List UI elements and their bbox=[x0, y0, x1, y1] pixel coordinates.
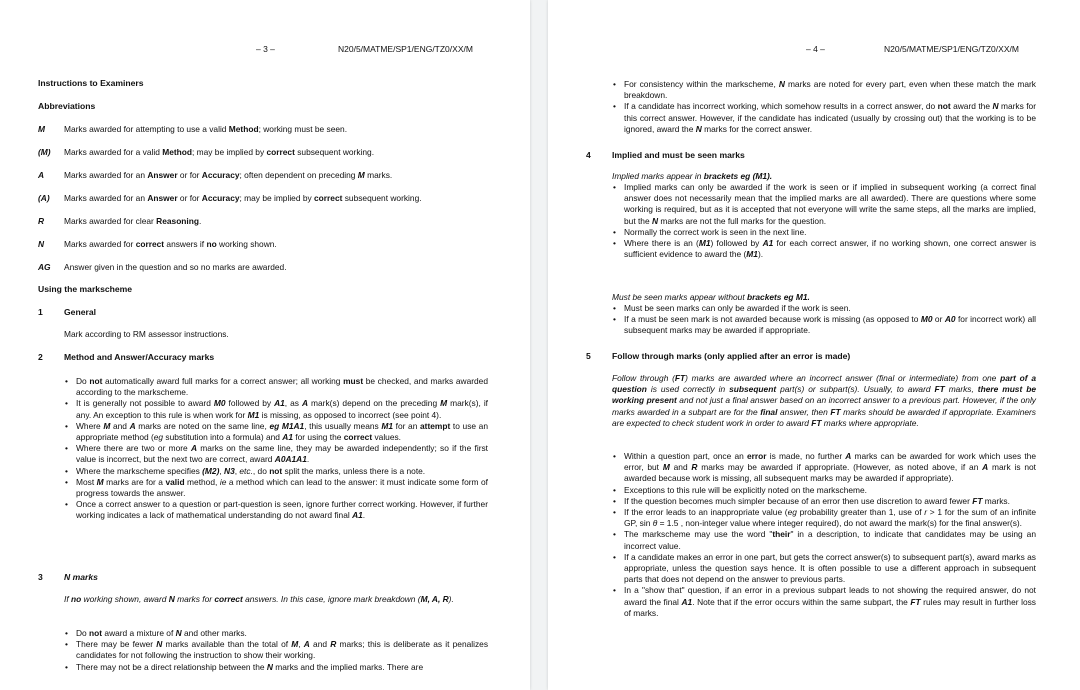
list-item: • If a must be seen mark is not awarded because work is missing (as opposed to M0 or A0 for incorrect work) all subsequent marks may be awarded if appropriate. bbox=[612, 314, 1036, 336]
instructions-title: Instructions to Examiners bbox=[38, 78, 144, 88]
abbr-text: Answer given in the question and so no marks are awarded. bbox=[64, 262, 287, 272]
section-title: N marks bbox=[64, 572, 98, 582]
list-item: • Do not automatically award full marks for a correct answer; all working must be checked, and marks awarded according to the markscheme. bbox=[64, 376, 488, 398]
abbr-text: Marks awarded for an Answer or for Accuracy; may be implied by correct subsequent working. bbox=[64, 193, 422, 203]
abbr-text: Marks awarded for correct answers if no working shown. bbox=[64, 239, 277, 249]
list-item: • There may be fewer N marks available than the total of M, A and R marks; this is deliberate as it penalizes candidates for not following the instruction to show their working. bbox=[64, 639, 488, 661]
list-item: • Where M and A marks are noted on the same line, eg M1A1, this usually means M1 for an attempt to use an appropriate method (eg substitution into a formula) and A1 for using the correct values. bbox=[64, 421, 488, 443]
must-be-seen-intro: Must be seen marks appear without brackets eg M1. bbox=[612, 292, 810, 302]
abbr-code: M bbox=[38, 124, 45, 134]
must-be-seen-bullets bbox=[612, 303, 1036, 337]
page-3 bbox=[0, 0, 530, 690]
using-title: Using the markscheme bbox=[38, 284, 133, 294]
list-item: • Within a question part, once an error is made, no further A marks can be awarded for work which uses the error, but M and R marks may be awarded if appropriate. (However, as noted above, if an A mark is not awarded because work is missing, all subsequent marks may be awarded if appropriate). bbox=[612, 451, 1036, 485]
list-item: • If a candidate has incorrect working, which somehow results in a correct answer, do not award the N marks for this correct answer. However, if the candidate has indicated (usually by crossing out) that the working is to be ignored, award the N marks for the correct answer. bbox=[612, 101, 1036, 135]
n-marks-bullets bbox=[64, 628, 488, 673]
list-item: • For consistency within the markscheme, N marks are noted for every part, even when these match the mark breakdown. bbox=[612, 79, 1036, 101]
abbr-code: (A) bbox=[38, 193, 50, 203]
list-item: • Where the markscheme specifies (M2), N3, etc., do not split the marks, unless there is a note. bbox=[64, 466, 488, 477]
follow-through-intro: Follow through (FT) marks are awarded where an incorrect answer (final or intermediate) from one part of a question is used correctly in subsequent part(s) or subpart(s). Usually, to award FT marks, there must be working present and not just a final answer based on an incorrect answer to a previous part. However, if the only marks awarded in a subpart are for the final answer, then FT marks should be awarded if appropriate. Examiners are expected to check student work in order to award FT marks where appropriate. bbox=[612, 373, 1036, 428]
list-item: • Most M marks are for a valid method, ie a method which can lead to the answer: it must indicate some form of progress towards the answer. bbox=[64, 477, 488, 499]
list-item: • Where there is an (M1) followed by A1 for each correct answer, if no working shown, one correct answer is sufficient evidence to award the (M1). bbox=[612, 238, 1036, 260]
section-number: 4 bbox=[586, 150, 591, 160]
n-marks-intro: If no working shown, award N marks for correct answers. In this case, ignore mark breakdown (M, A, R). bbox=[64, 594, 454, 604]
abbr-text: Marks awarded for attempting to use a valid Method; working must be seen. bbox=[64, 124, 348, 134]
page-4 bbox=[548, 0, 1080, 690]
method-bullets bbox=[64, 376, 488, 522]
section-title: Implied and must be seen marks bbox=[612, 150, 745, 160]
section-number: 5 bbox=[586, 351, 591, 361]
abbr-code: N bbox=[38, 239, 45, 249]
abbr-code: A bbox=[38, 170, 45, 180]
section-text: Mark according to RM assessor instructions. bbox=[64, 329, 229, 339]
list-item: • Implied marks can only be awarded if the work is seen or if implied in subsequent working (a correct final answer does not necessarily mean that the implied marks are all awarded). There are questions where some working is required, but as it is accepted that not everyone will write the same steps, all the marks are implied, but the N marks are not the full marks for the question. bbox=[612, 182, 1036, 227]
abbr-text: Marks awarded for an Answer or for Accuracy; often dependent on preceding M marks. bbox=[64, 170, 393, 180]
list-item: • In a "show that" question, if an error in a previous subpart leads to not showing the required answer, do not award the final A1. Note that if the error occurs within the same subpart, the FT rules may result in further loss of marks. bbox=[612, 585, 1036, 619]
list-item: • There may not be a direct relationship between the N marks and the implied marks. There are bbox=[64, 662, 488, 673]
section-title: General bbox=[64, 307, 97, 317]
list-item: • Must be seen marks can only be awarded if the work is seen. bbox=[612, 303, 1036, 314]
list-item: • If the error leads to an inappropriate value (eg probability greater than 1, use of r > 1 for the sum of an infinite GP, sin θ = 1.5 , non-integer value where integer required), do not award the mark(s) for the final answer(s). bbox=[612, 507, 1036, 529]
header-code: N20/5/MATME/SP1/ENG/TZ0/XX/M bbox=[338, 44, 473, 54]
section-number: 3 bbox=[38, 572, 43, 582]
section-number: 2 bbox=[38, 352, 43, 362]
header-code: N20/5/MATME/SP1/ENG/TZ0/XX/M bbox=[884, 44, 1019, 54]
page-number: – 4 – bbox=[806, 44, 825, 54]
list-item: • The markscheme may use the word "their" in a description, to indicate that candidates may be using an incorrect value. bbox=[612, 529, 1036, 551]
n-marks-continued-bullets bbox=[612, 79, 1036, 135]
abbr-code: (M) bbox=[38, 147, 51, 157]
abbreviations-title: Abbreviations bbox=[38, 101, 96, 111]
abbr-text: Marks awarded for a valid Method; may be implied by correct subsequent working. bbox=[64, 147, 375, 157]
abbr-code: AG bbox=[38, 262, 51, 272]
section-number: 1 bbox=[38, 307, 43, 317]
list-item: • Normally the correct work is seen in the next line. bbox=[612, 227, 1036, 238]
abbr-text: Marks awarded for clear Reasoning. bbox=[64, 216, 202, 226]
list-item: • Do not award a mixture of N and other marks. bbox=[64, 628, 488, 639]
abbr-code: R bbox=[38, 216, 45, 226]
implied-intro: Implied marks appear in brackets eg (M1). bbox=[612, 171, 773, 181]
section-title: Method and Answer/Accuracy marks bbox=[64, 352, 215, 362]
list-item: • It is generally not possible to award M0 followed by A1, as A mark(s) depend on the preceding M mark(s), if any. An exception to this rule is when work for M1 is missing, as opposed to incorrect (see point 4). bbox=[64, 398, 488, 420]
follow-through-bullets bbox=[612, 451, 1036, 619]
list-item: • Where there are two or more A marks on the same line, they may be awarded independently; so if the first value is incorrect, but the next two are correct, award A0A1A1. bbox=[64, 443, 488, 465]
list-item: • If the question becomes much simpler because of an error then use discretion to award fewer FT marks. bbox=[612, 496, 1036, 507]
implied-bullets bbox=[612, 182, 1036, 260]
list-item: • Exceptions to this rule will be explicitly noted on the markscheme. bbox=[612, 485, 1036, 496]
list-item: • Once a correct answer to a question or part-question is seen, ignore further correct working. However, if further working indicates a lack of mathematical understanding do not award final A1. bbox=[64, 499, 488, 521]
section-title: Follow through marks (only applied after an error is made) bbox=[612, 351, 851, 361]
page-number: – 3 – bbox=[256, 44, 275, 54]
list-item: • If a candidate makes an error in one part, but gets the correct answer(s) to subsequent part(s), award marks as appropriate, unless the question says hence. It is often possible to use a different approach in subsequent parts that does not depend on the answer to previous parts. bbox=[612, 552, 1036, 586]
